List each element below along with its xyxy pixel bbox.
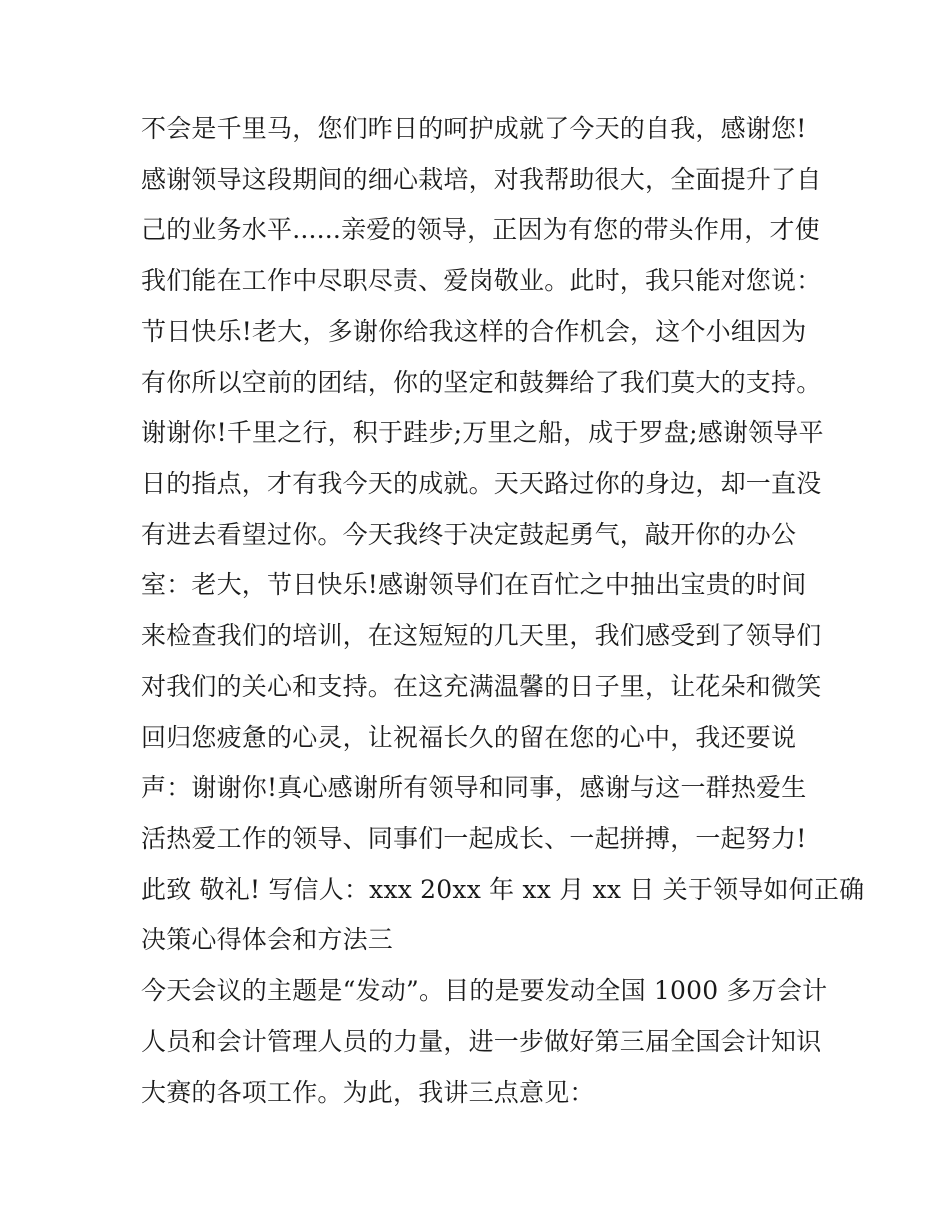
- text-line: 不会是千里马，您们昨日的呵护成就了今天的自我，感谢您!: [141, 114, 807, 143]
- text-line: 声：谢谢你!真心感谢所有领导和同事，感谢与这一群热爱生: [141, 773, 807, 802]
- text-line: 活热爱工作的领导、同事们一起成长、一起拼搏，一起努力!: [141, 824, 807, 853]
- text-line: 感谢领导这段期间的细心栽培，对我帮助很大，全面提升了自: [141, 165, 822, 194]
- text-line: 谢谢你!千里之行，积于跬步;万里之船，成于罗盘;感谢领导平: [141, 418, 824, 447]
- text-line: 节日快乐!老大，多谢你给我这样的合作机会，这个小组因为: [141, 317, 807, 346]
- text-line: 来检查我们的培训，在这短短的几天里，我们感受到了领导们: [141, 621, 822, 650]
- text-line: 此致 敬礼! 写信人：xxx 20xx 年 xx 月 xx 日 关于领导如何正确: [141, 875, 865, 904]
- text-line: 大赛的各项工作。为此，我讲三点意见：: [141, 1078, 595, 1107]
- text-line: 我们能在工作中尽职尽责、爱岗敬业。此时，我只能对您说：: [141, 266, 822, 295]
- text-line: 室：老大，节日快乐!感谢领导们在百忙之中抽出宝贵的时间: [141, 570, 807, 599]
- text-line: 有你所以空前的团结，你的坚定和鼓舞给了我们莫大的支持。: [141, 368, 822, 397]
- text-line: 有进去看望过你。今天我终于决定鼓起勇气，敲开你的办公: [141, 520, 797, 549]
- text-line: 回归您疲惫的心灵，让祝福长久的留在您的心中，我还要说: [141, 723, 797, 752]
- text-line: 人员和会计管理人员的力量，进一步做好第三届全国会计知识: [141, 1027, 822, 1056]
- text-line: 决策心得体会和方法三: [141, 925, 394, 954]
- text-line: 对我们的关心和支持。在这充满温馨的日子里，让花朵和微笑: [141, 672, 822, 701]
- text-line: 日的指点，才有我今天的成就。天天路过你的身边，却一直没: [141, 469, 822, 498]
- text-line: 今天会议的主题是“发动”。目的是要发动全国 1000 多万会计: [141, 976, 828, 1005]
- text-line: 己的业务水平......亲爱的领导，正因为有您的带头作用，才使: [141, 215, 820, 244]
